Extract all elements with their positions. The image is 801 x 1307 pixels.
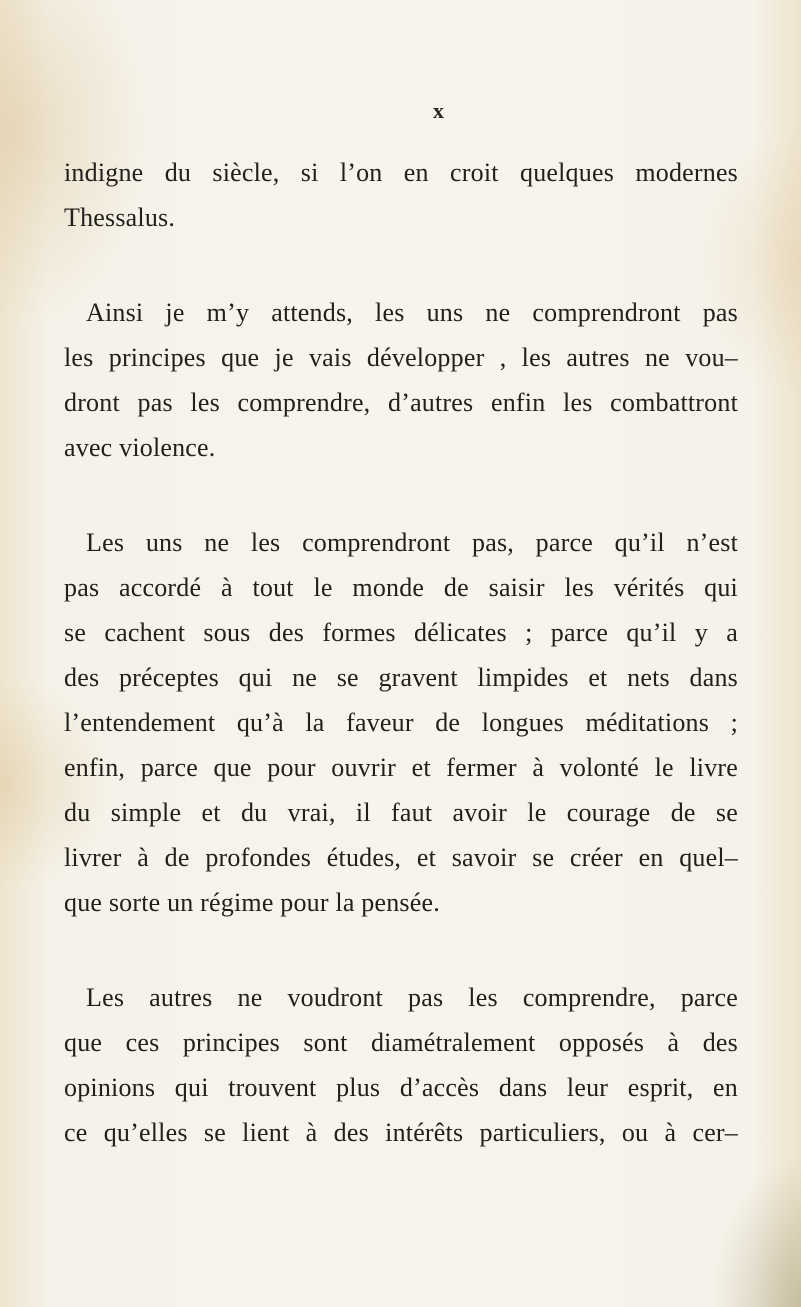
paragraph-3: [64, 520, 738, 925]
paragraph-gap: [64, 470, 738, 520]
paragraph-gap: [64, 240, 738, 290]
text-line: livrer à de profondes études, et savoir se créer en quel–: [64, 843, 738, 872]
text-line: se cachent sous des formes délicates ; parce qu’il y a: [64, 618, 738, 647]
text-line: les principes que je vais développer , les autres ne vou–: [64, 343, 738, 372]
text-line: Les autres ne voudront pas les comprendre, parce: [86, 983, 738, 1012]
paragraph-4: [64, 975, 738, 1155]
text-line: que ces principes sont diamétralement opposés à des: [64, 1028, 738, 1057]
text-line: opinions qui trouvent plus d’accès dans leur esprit, en: [64, 1073, 738, 1102]
text-line: pas accordé à tout le monde de saisir les vérités qui: [64, 573, 738, 602]
text-line: l’entendement qu’à la faveur de longues méditations ;: [64, 708, 738, 737]
text-line: des préceptes qui ne se gravent limpides et nets dans: [64, 663, 738, 692]
text-line: ce qu’elles se lient à des intérêts particuliers, ou à cer–: [64, 1118, 738, 1147]
paragraph-2: [64, 290, 738, 470]
text-line: Ainsi je m’y attends, les uns ne comprendront pas: [86, 298, 738, 327]
text-line: Les uns ne les comprendront pas, parce qu’il n’est: [86, 528, 738, 557]
text-line: Thessalus.: [64, 203, 176, 232]
text-line: dront pas les comprendre, d’autres enfin les combattront: [64, 388, 738, 417]
text-line: enfin, parce que pour ouvrir et fermer à volonté le livre: [64, 753, 738, 782]
body-text: [64, 150, 738, 1155]
text-line: indigne du siècle, si l’on en croit quelques modernes: [64, 158, 738, 187]
page-number: x: [433, 98, 444, 123]
text-line: avec violence.: [64, 433, 216, 462]
text-line: du simple et du vrai, il faut avoir le courage de se: [64, 798, 738, 827]
paragraph-gap: [64, 925, 738, 975]
text-line: que sorte un régime pour la pensée.: [64, 888, 440, 917]
paragraph-1: [64, 150, 738, 240]
